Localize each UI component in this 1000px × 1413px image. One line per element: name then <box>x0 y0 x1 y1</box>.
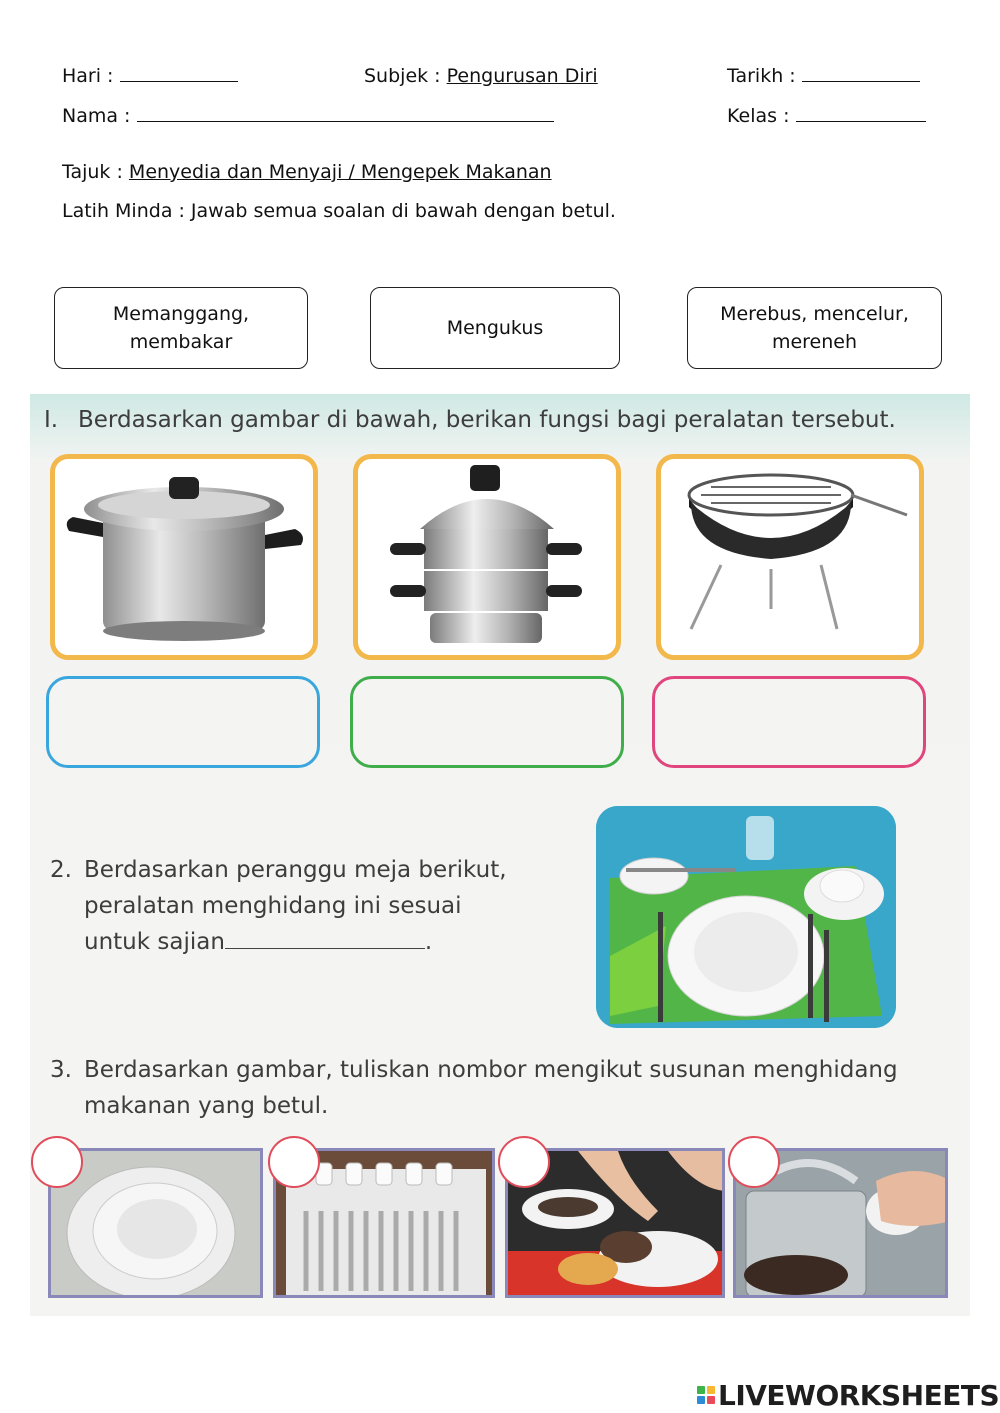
answer-box-steamer[interactable] <box>350 676 624 768</box>
nama-label: Nama : <box>62 105 131 127</box>
table-setting-icon <box>596 806 896 1028</box>
word-bank-item[interactable] <box>370 287 620 369</box>
word-bank-item[interactable] <box>687 287 942 369</box>
pot-image-frame <box>50 454 318 660</box>
word-bank-text: Mengukus <box>446 317 544 339</box>
question-number: I. <box>44 407 59 433</box>
order-number-circle-1[interactable] <box>31 1136 83 1188</box>
question-number: 3. <box>50 1057 72 1083</box>
logo-icon <box>697 1386 715 1404</box>
question-number: 2. <box>50 857 72 883</box>
subjek-value: Pengurusan Diri <box>446 65 598 87</box>
kelas-input[interactable] <box>796 104 926 122</box>
question-3 <box>50 1054 898 1122</box>
q2-answer-blank[interactable] <box>225 931 425 949</box>
question-2: 2. Berdasarkan peranggu meja berikut, peralatan menghidang ini sesuai untuk sajian . <box>50 854 507 958</box>
steamer-image-frame <box>353 454 621 660</box>
plates-icon <box>51 1151 263 1298</box>
table-setting-image <box>596 806 896 1028</box>
question-text: Berdasarkan peranggu meja berikut, <box>84 857 507 883</box>
word-bank-text: Memanggang, membakar <box>112 303 250 353</box>
tarikh-field <box>727 64 920 88</box>
latih-minda-instruction: Latih Minda : Jawab semua soalan di bawah dengan betul. <box>62 200 616 222</box>
order-number-circle-4[interactable] <box>728 1136 780 1188</box>
brand-name: LIVEWORKSHEETS <box>718 1378 1000 1412</box>
answer-box-grill[interactable] <box>652 676 926 768</box>
liveworksheets-logo <box>697 1378 999 1412</box>
question-text: peralatan menghidang ini sesuai <box>84 893 462 919</box>
kelas-field <box>727 104 926 128</box>
tarikh-label: Tarikh : <box>727 65 796 87</box>
nama-input[interactable] <box>137 104 554 122</box>
subjek-label: Subjek : <box>364 65 441 87</box>
tajuk-value: Menyedia dan Menyaji / Mengepek Makanan <box>128 161 552 183</box>
answer-box-pot[interactable] <box>46 676 320 768</box>
grill-image-frame <box>656 454 924 660</box>
question-text: untuk sajian <box>84 929 225 955</box>
tarikh-input[interactable] <box>802 64 920 82</box>
word-bank-item[interactable] <box>54 287 308 369</box>
kelas-label: Kelas : <box>727 105 790 127</box>
steamer-icon <box>358 459 616 655</box>
grill-icon <box>661 459 919 655</box>
question-text: Berdasarkan gambar, tuliskan nombor mengikut susunan menghidang <box>84 1057 898 1083</box>
word-bank-text: Merebus, mencelur, mereneh <box>720 303 909 353</box>
order-number-circle-3[interactable] <box>498 1136 550 1188</box>
question-1 <box>44 404 896 436</box>
tajuk-line <box>62 160 552 184</box>
tajuk-label: Tajuk : <box>62 161 123 183</box>
order-number-circle-2[interactable] <box>268 1136 320 1188</box>
question-text: makanan yang betul. <box>84 1093 329 1119</box>
nama-field <box>62 104 554 128</box>
subjek-field <box>364 64 598 88</box>
hari-label: Hari : <box>62 65 114 87</box>
worksheet-panel <box>30 394 970 1316</box>
question-text: Berdasarkan gambar di bawah, berikan fungsi bagi peralatan tersebut. <box>78 407 896 433</box>
pot-icon <box>55 459 313 655</box>
hari-field <box>62 64 238 88</box>
hari-input[interactable] <box>120 64 238 82</box>
